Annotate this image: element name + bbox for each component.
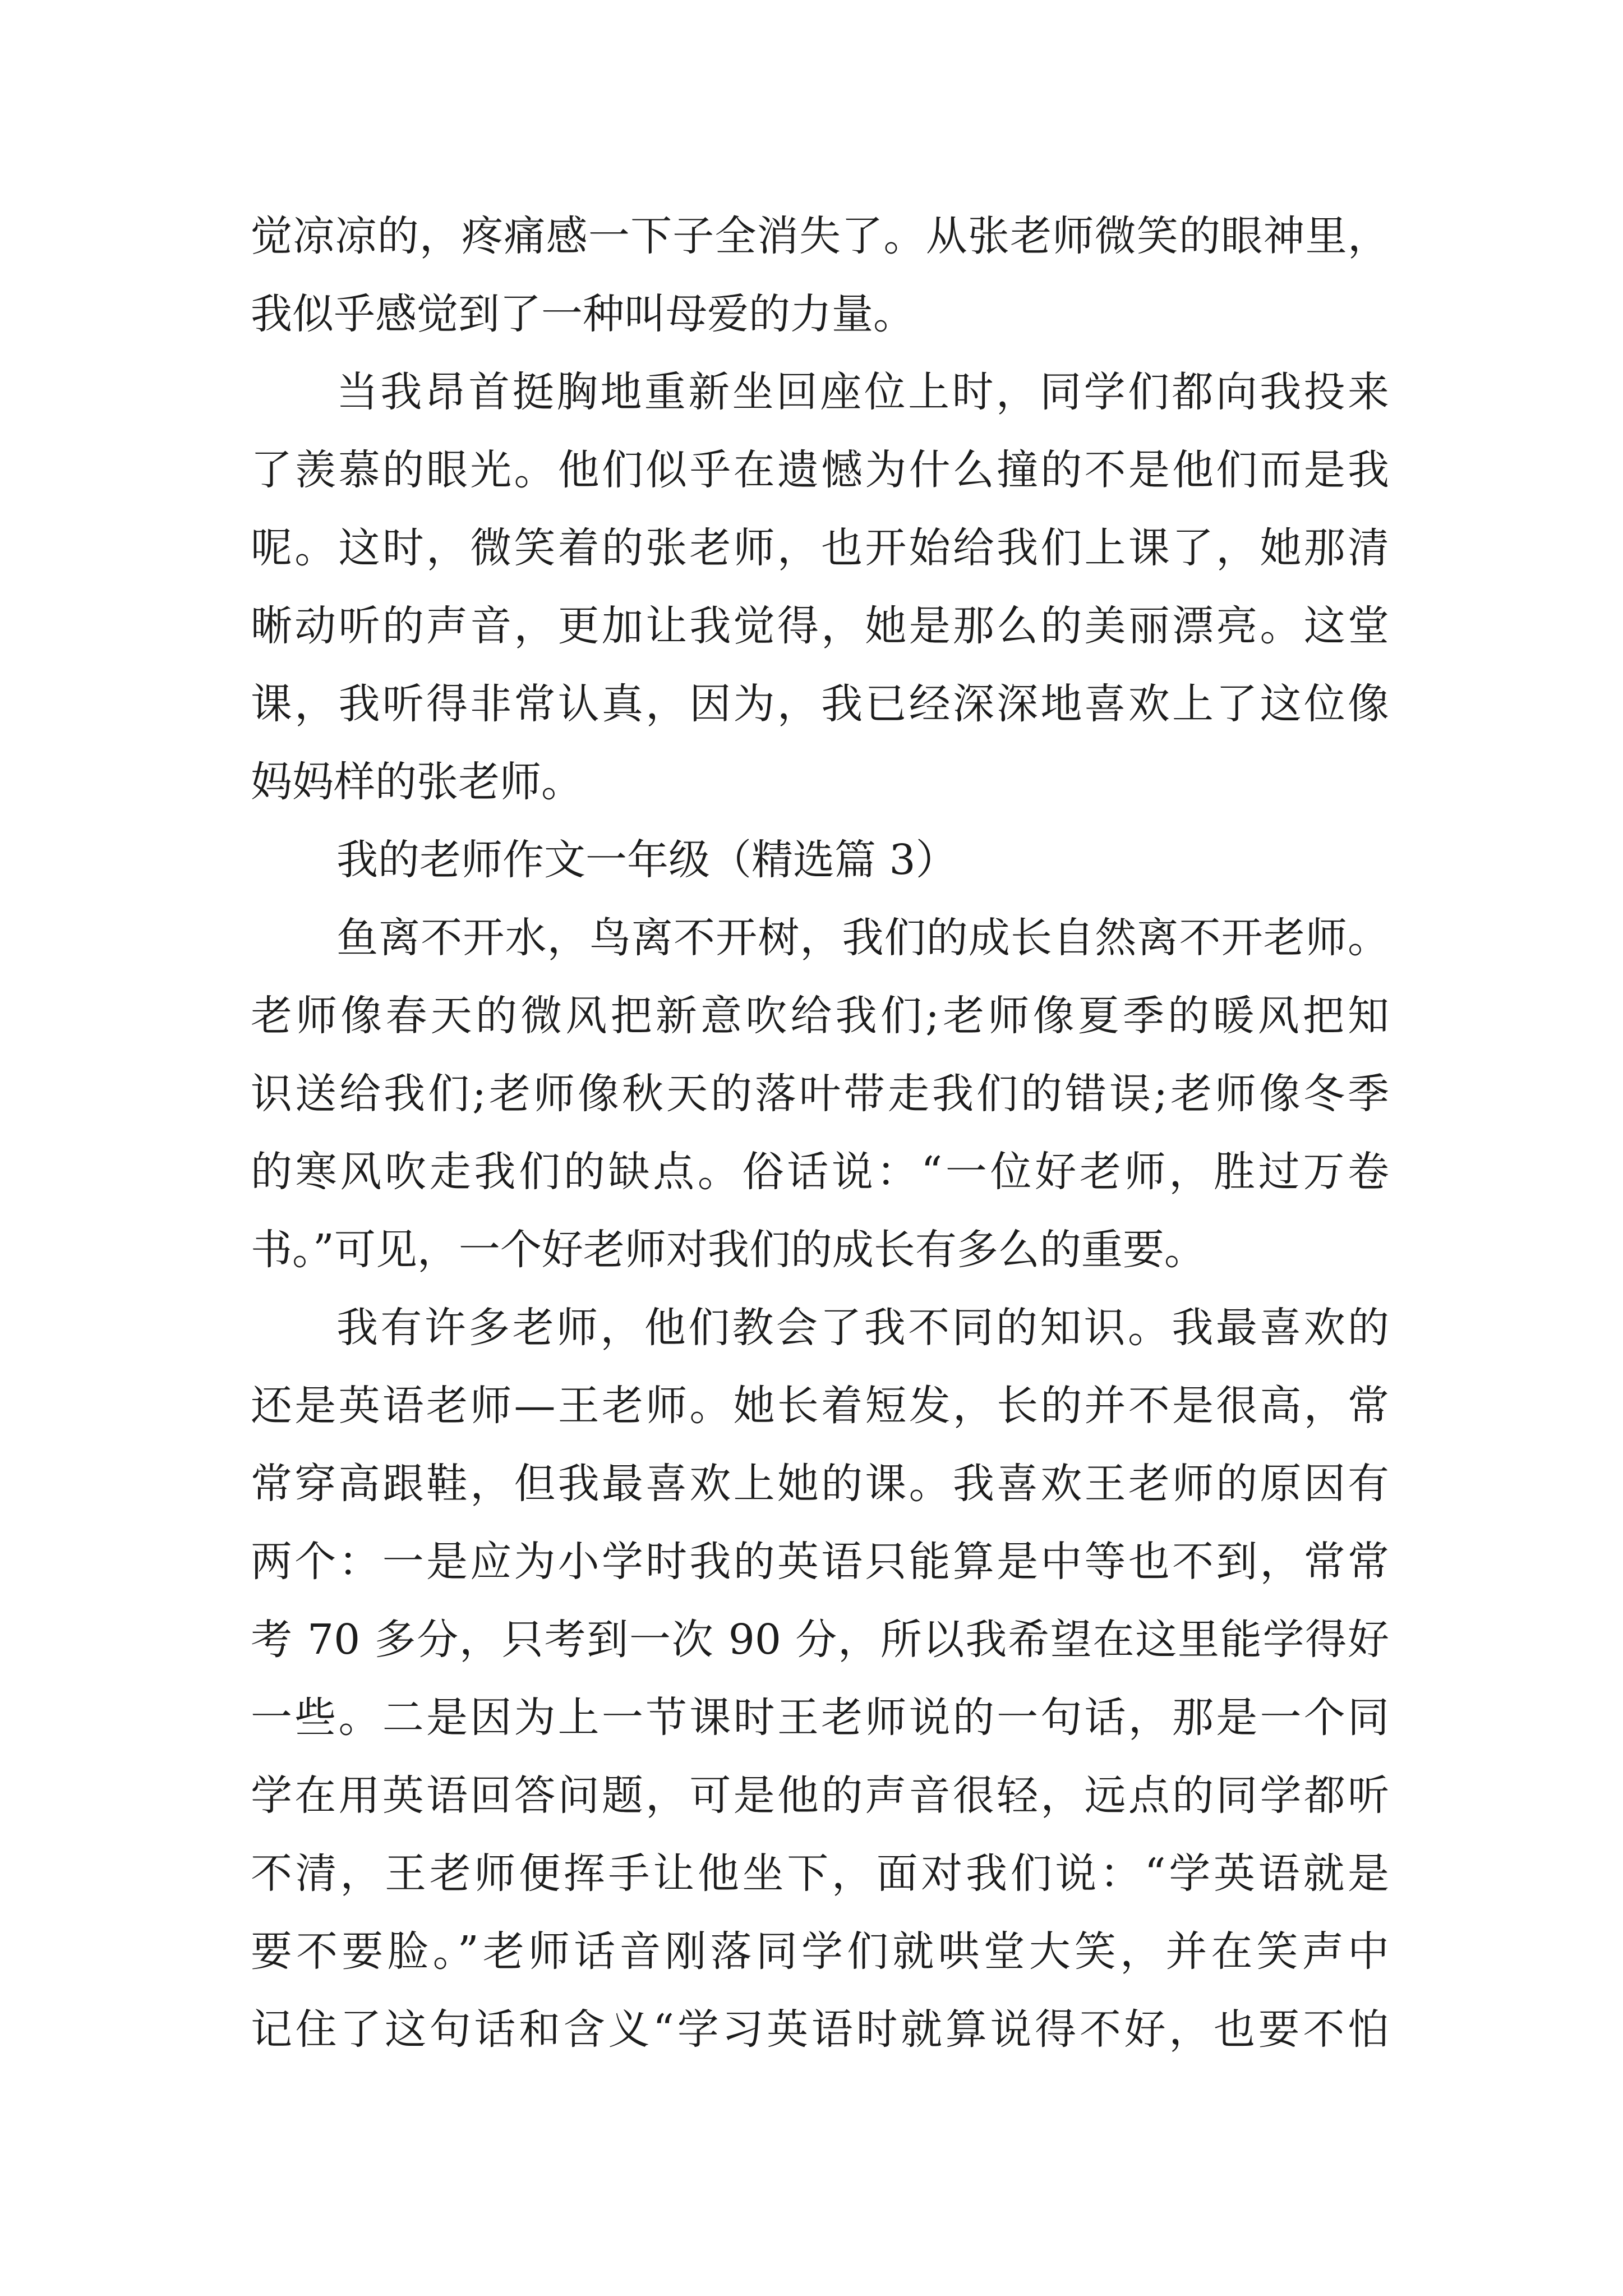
paragraph-line: 晰动听的声音，更加让我觉得，她是那么的美丽漂亮。这堂	[251, 602, 1389, 650]
paragraph	[251, 197, 1389, 353]
paragraph-line: 要不要脸。”老师话音刚落同学们就哄堂大笑，并在笑声中	[251, 1927, 1389, 1976]
paragraph-line: 识送给我们;老师像秋天的落叶带走我们的错误;老师像冬季	[251, 1070, 1389, 1118]
paragraph-line: 当我昂首挺胸地重新坐回座位上时，同学们都向我投来	[336, 368, 1389, 416]
paragraph-line: 我似乎感觉到了一种叫母爱的力量。	[251, 290, 915, 338]
paragraph-line: 书。”可见，一个好老师对我们的成长有多么的重要。	[251, 1226, 1206, 1274]
paragraph	[251, 899, 1389, 1289]
paragraph	[251, 1289, 1389, 2069]
paragraph	[251, 353, 1389, 821]
document-page	[251, 197, 1389, 2069]
section-heading	[251, 821, 1389, 899]
paragraph-line: 老师像春天的微风把新意吹给我们;老师像夏季的暖风把知	[251, 992, 1389, 1040]
section-heading-text: 我的老师作文一年级（精选篇 3）	[336, 836, 957, 884]
paragraph-line: 还是英语老师—王老师。她长着短发，长的并不是很高，常	[251, 1382, 1389, 1430]
paragraph-line: 课，我听得非常认真，因为，我已经深深地喜欢上了这位像	[251, 680, 1389, 728]
paragraph-line: 一些。二是因为上一节课时王老师说的一句话，那是一个同	[251, 1694, 1389, 1742]
paragraph-line: 鱼离不开水，鸟离不开树，我们的成长自然离不开老师。	[336, 914, 1389, 962]
paragraph-line: 的寒风吹走我们的缺点。俗话说：“一位好老师，胜过万卷	[251, 1148, 1389, 1196]
paragraph-line: 了羡慕的眼光。他们似乎在遗憾为什么撞的不是他们而是我	[251, 446, 1389, 494]
paragraph-line: 我有许多老师，他们教会了我不同的知识。我最喜欢的	[336, 1304, 1389, 1352]
paragraph-line: 两个：一是应为小学时我的英语只能算是中等也不到，常常	[251, 1538, 1389, 1586]
paragraph-line: 呢。这时，微笑着的张老师，也开始给我们上课了，她那清	[251, 524, 1389, 572]
paragraph-line: 不清，王老师便挥手让他坐下，面对我们说：“学英语就是	[251, 1849, 1389, 1898]
paragraph-line: 常穿高跟鞋，但我最喜欢上她的课。我喜欢王老师的原因有	[251, 1460, 1389, 1508]
paragraph-line: 妈妈样的张老师。	[251, 758, 583, 806]
paragraph-line: 觉凉凉的，疼痛感一下子全消失了。从张老师微笑的眼神里，	[251, 212, 1389, 260]
paragraph-line: 学在用英语回答问题，可是他的声音很轻，远点的同学都听	[251, 1772, 1389, 1820]
paragraph-line: 考 70 多分，只考到一次 90 分，所以我希望在这里能学得好	[251, 1616, 1389, 1664]
paragraph-line: 记住了这句话和含义“学习英语时就算说得不好，也要不怕	[251, 2005, 1389, 2054]
